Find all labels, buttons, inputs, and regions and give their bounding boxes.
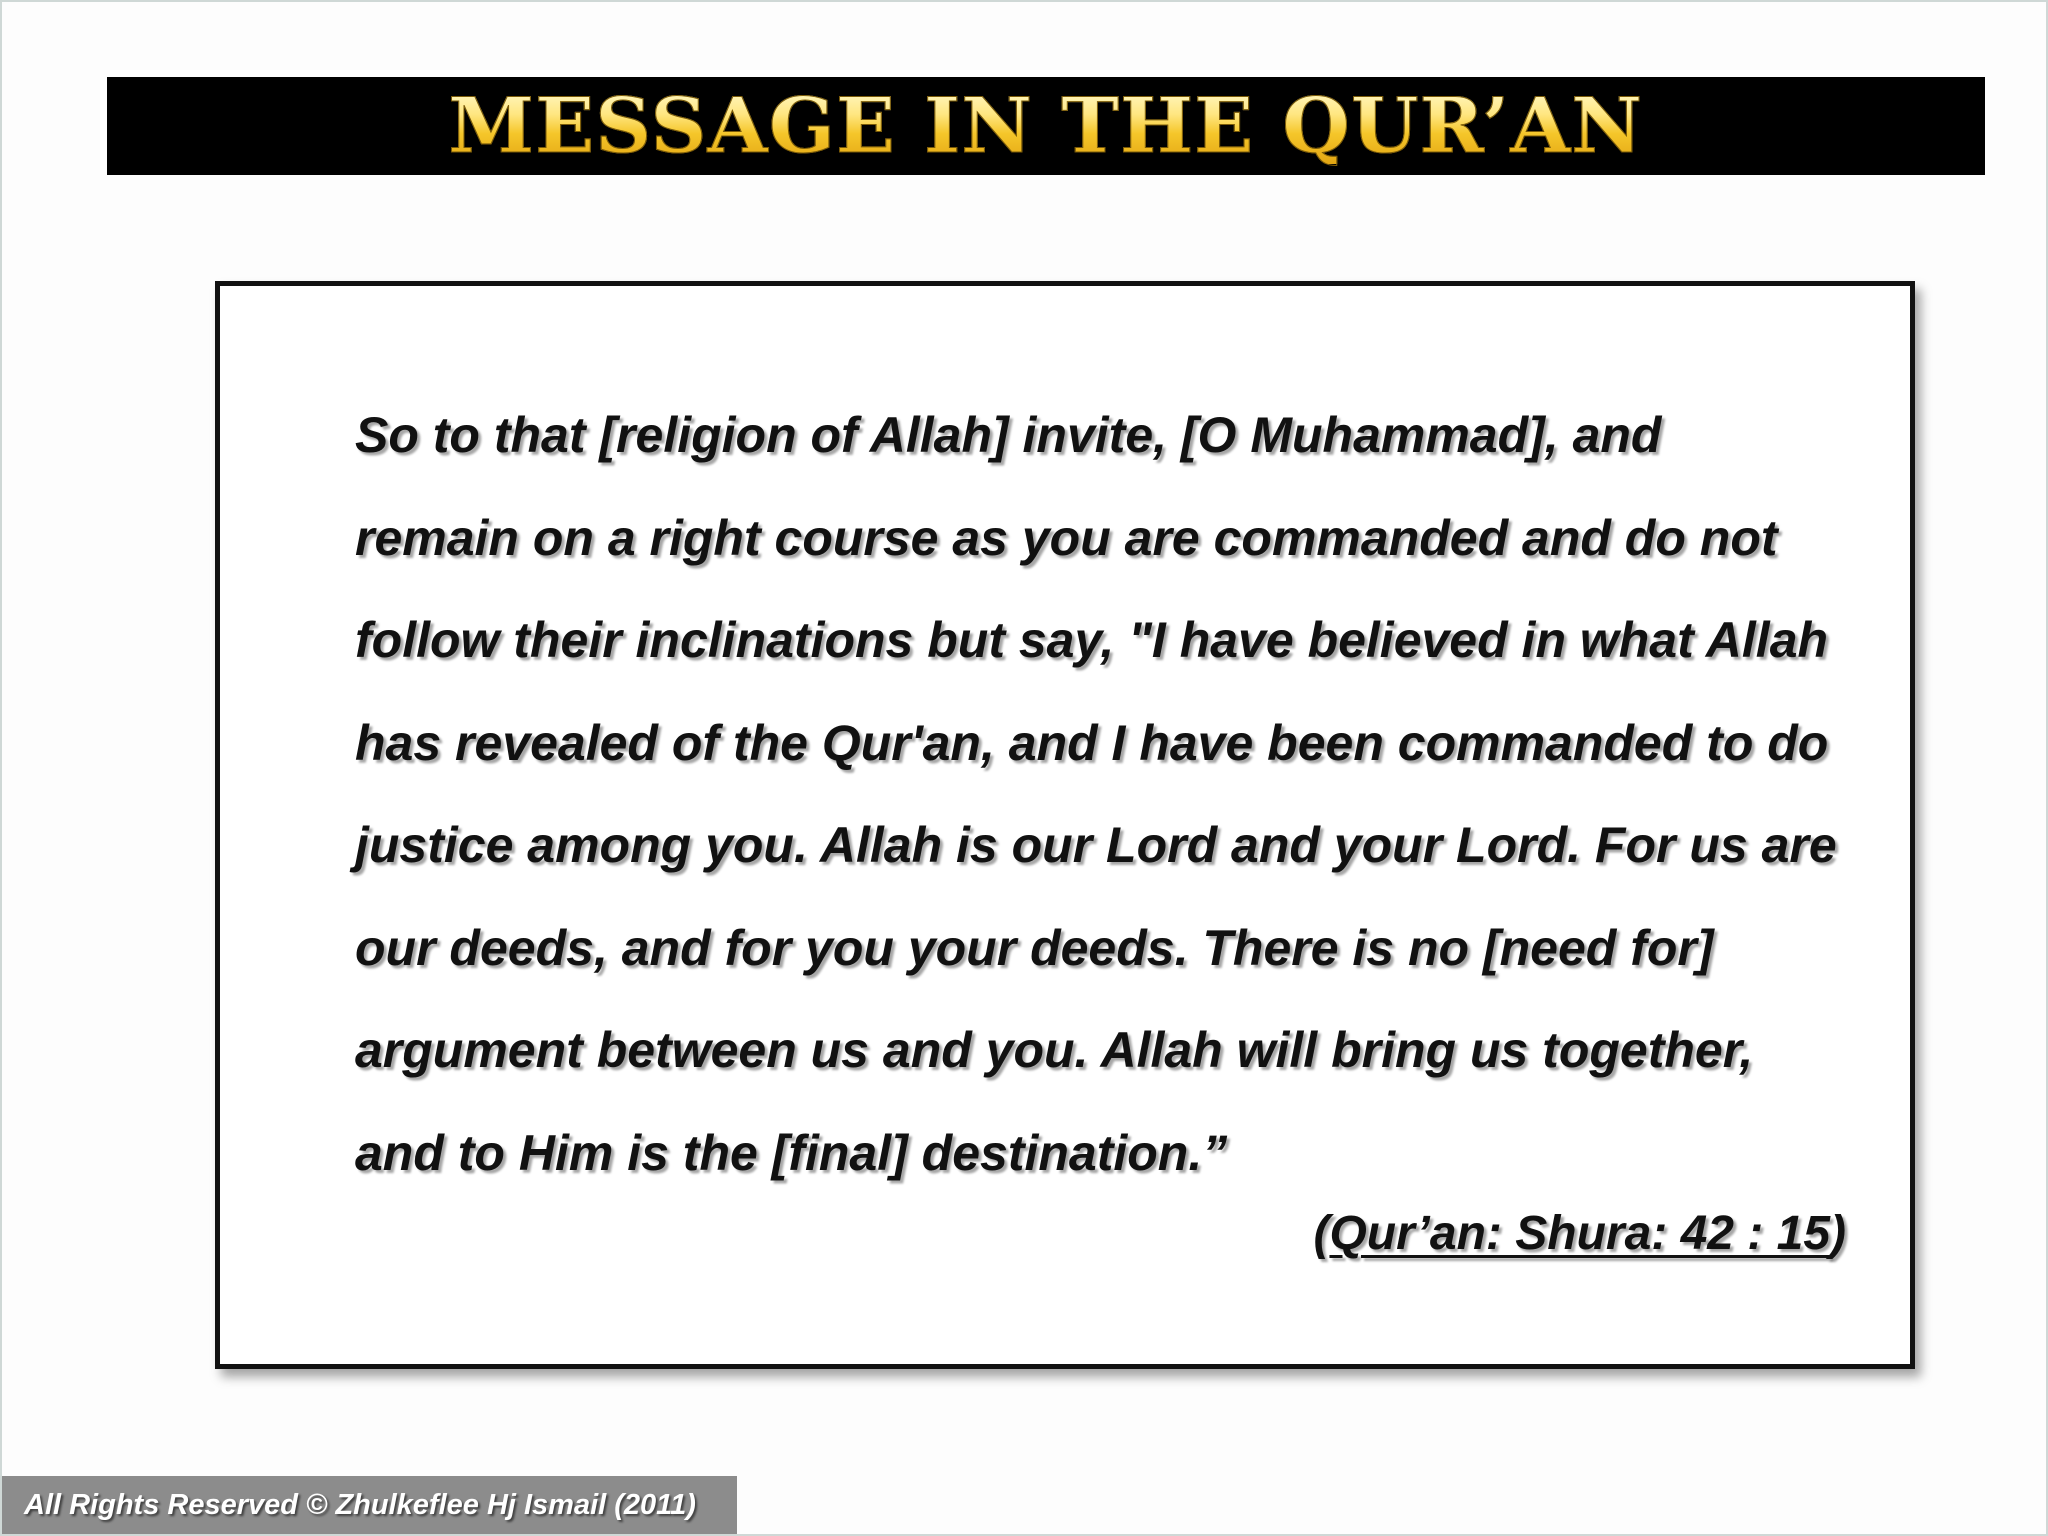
quote-citation bbox=[1313, 1206, 1846, 1261]
quote-line: follow their inclinations but say, "I have believed in what Allah bbox=[355, 612, 1829, 668]
quote-line: argument between us and you. Allah will bring us together, bbox=[355, 1022, 1754, 1078]
quote-line: has revealed of the Qur'an, and I have been commanded to do bbox=[355, 714, 1829, 771]
quote-box bbox=[215, 281, 1915, 1369]
quote-line: remain on a right course as you are commanded and do not bbox=[355, 509, 1778, 566]
citation-reference: Qur’an: Shura: 42 : 15 bbox=[1329, 1207, 1831, 1260]
quote-line: justice among you. Allah is our Lord and your Lord. For us are bbox=[355, 817, 1837, 873]
copyright-text: All Rights Reserved © Zhulkeflee Hj Ismail (2011) bbox=[24, 1488, 696, 1521]
quote-text bbox=[355, 384, 1855, 1204]
quote-line: So to that [religion of Allah] invite, [O Muhammad], and bbox=[355, 407, 1662, 463]
slide-title: MESSAGE IN THE QUR’AN bbox=[448, 81, 1644, 170]
citation-close-paren: ) bbox=[1830, 1207, 1846, 1260]
title-banner bbox=[107, 77, 1985, 175]
citation-open-paren: ( bbox=[1313, 1207, 1330, 1260]
copyright-footer bbox=[2, 1476, 737, 1534]
quote-line: and to Him is the [final] destination.” bbox=[355, 1124, 1228, 1181]
quote-line: our deeds, and for you your deeds. There is no [need for] bbox=[355, 919, 1714, 976]
